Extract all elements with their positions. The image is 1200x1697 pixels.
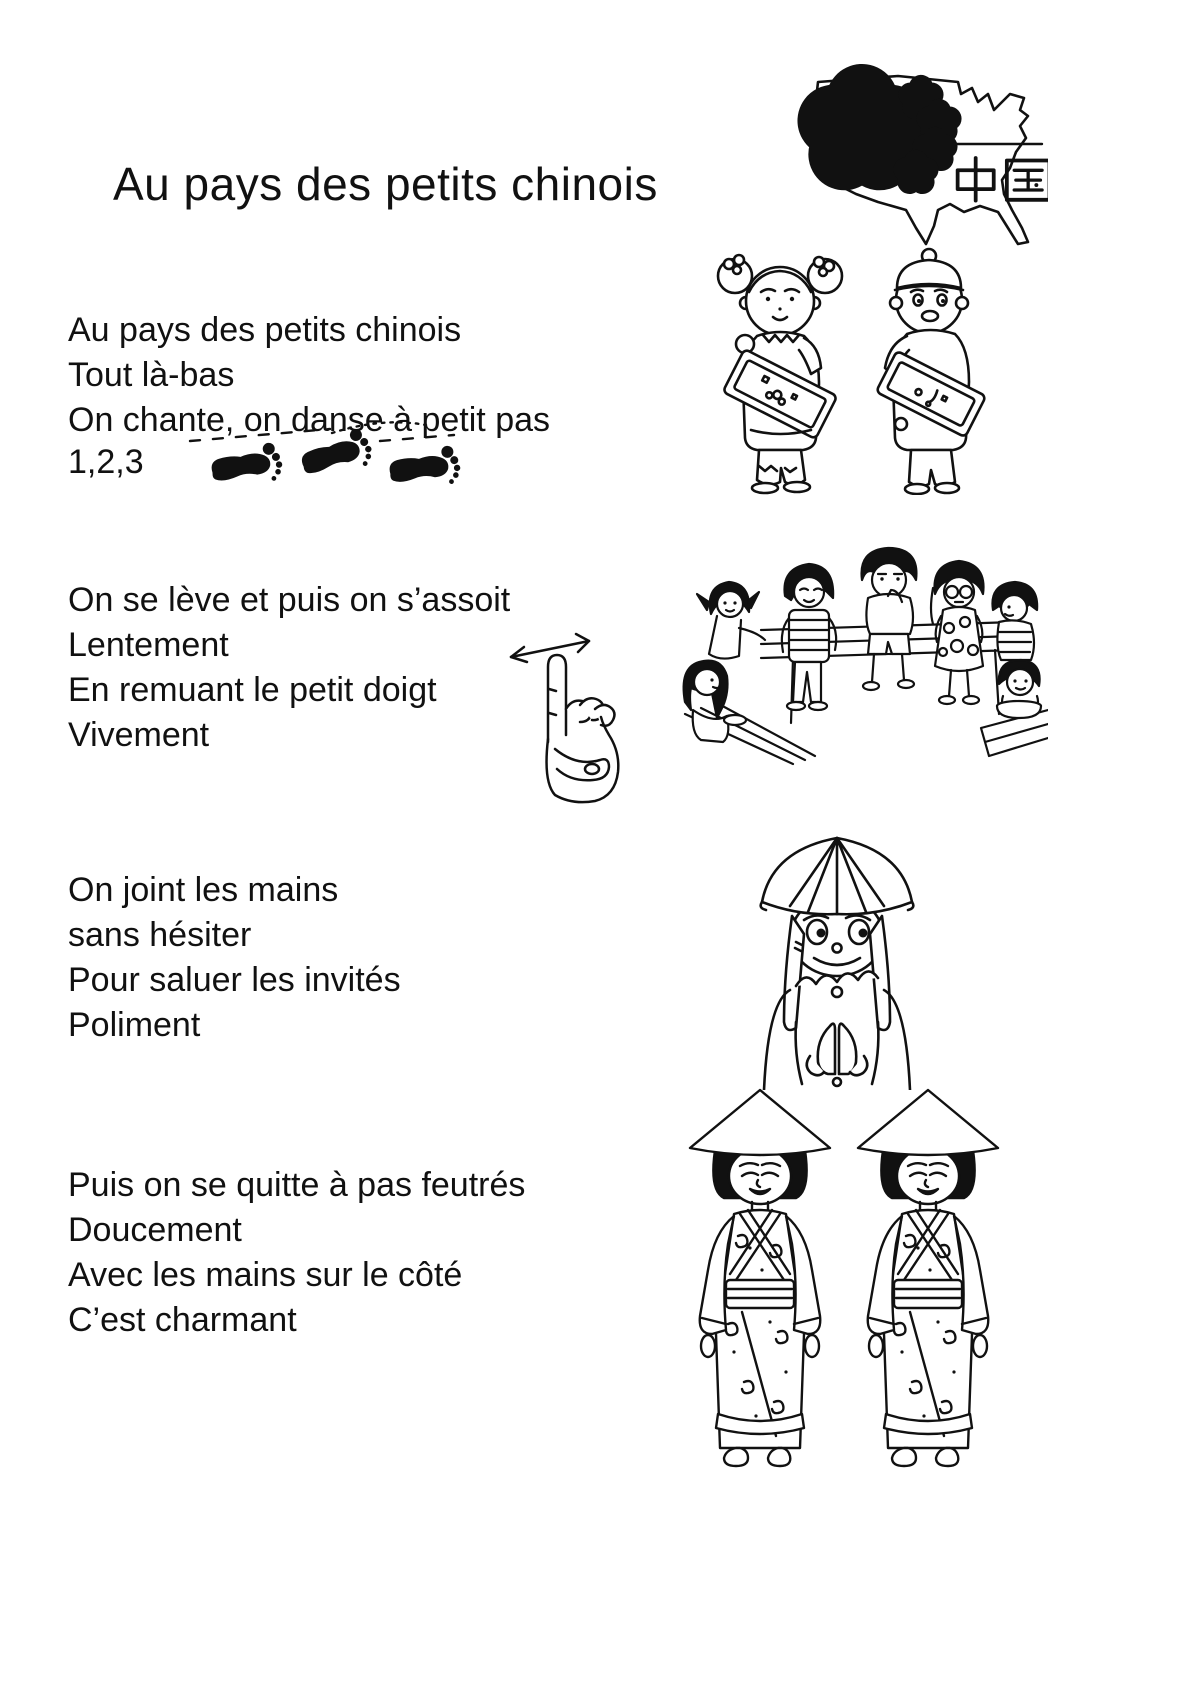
verse-line: Lentement	[68, 626, 229, 664]
verse-line: Poliment	[68, 1006, 201, 1044]
big-star-icon	[833, 100, 890, 154]
verse-line: C’est charmant	[68, 1301, 297, 1339]
kid-profile-boy	[992, 582, 1037, 660]
kid-pigtail-girl	[697, 582, 765, 659]
children-pair-illustration	[695, 240, 1005, 495]
china-map-svg	[758, 60, 1048, 250]
kid-curly-boy	[862, 548, 917, 690]
kimono-women-svg	[678, 1084, 1010, 1470]
verse-line: On se lève et puis on s’assoit	[68, 581, 511, 619]
footprints-svg	[182, 415, 462, 500]
verse-line: Tout là-bas	[68, 356, 235, 394]
girl-with-scroll	[718, 255, 842, 493]
verse-line: Doucement	[68, 1211, 242, 1249]
kid-longhair-girl	[684, 661, 746, 742]
small-star-icon	[925, 139, 946, 159]
kids-bench-svg	[643, 518, 1048, 766]
china-map-illustration	[758, 60, 1048, 250]
kid-bowl-boy	[997, 660, 1041, 718]
footprint-icon	[388, 445, 462, 491]
verse-line: En remuant le petit doigt	[68, 671, 437, 709]
verse-line: Avec les mains sur le côté	[68, 1256, 463, 1294]
kid-striped-boy	[782, 564, 836, 710]
verse-line: Pour saluer les invités	[68, 961, 401, 999]
kid-glasses-girl	[931, 561, 984, 704]
small-star-icon	[906, 162, 927, 182]
verse-2	[68, 578, 510, 758]
verse-3	[68, 868, 401, 1048]
verse-line: On chante, on danse à petit pas	[68, 401, 551, 439]
small-star-icon	[911, 87, 932, 107]
verse-4	[68, 1163, 525, 1343]
praying-child-illustration	[738, 824, 936, 1090]
verse-line: sans hésiter	[68, 916, 252, 954]
joined-hands	[818, 1024, 835, 1074]
kimono-woman-left	[690, 1090, 830, 1466]
verse-line: Puis on se quitte à pas feutrés	[68, 1166, 526, 1204]
count-label: 1,2,3	[68, 443, 144, 481]
page-title: Au pays des petits chinois	[113, 157, 658, 210]
verse-line: Au pays des petits chinois	[68, 311, 462, 349]
footprint-icon	[297, 426, 375, 482]
footprints-illustration	[182, 415, 462, 500]
kids-bench-illustration	[643, 518, 1048, 766]
praying-child-svg	[738, 824, 936, 1090]
hand-svg	[497, 617, 629, 809]
kimono-woman-right	[858, 1090, 998, 1466]
hand-illustration	[497, 617, 629, 809]
footprint-icon	[209, 441, 284, 489]
verse-line: On joint les mains	[68, 871, 339, 909]
kimono-women-illustration	[678, 1084, 1010, 1470]
joined-hands	[839, 1024, 856, 1074]
children-pair-svg	[695, 240, 1005, 495]
verse-line: Vivement	[68, 716, 210, 754]
boy-with-scroll	[876, 249, 986, 494]
